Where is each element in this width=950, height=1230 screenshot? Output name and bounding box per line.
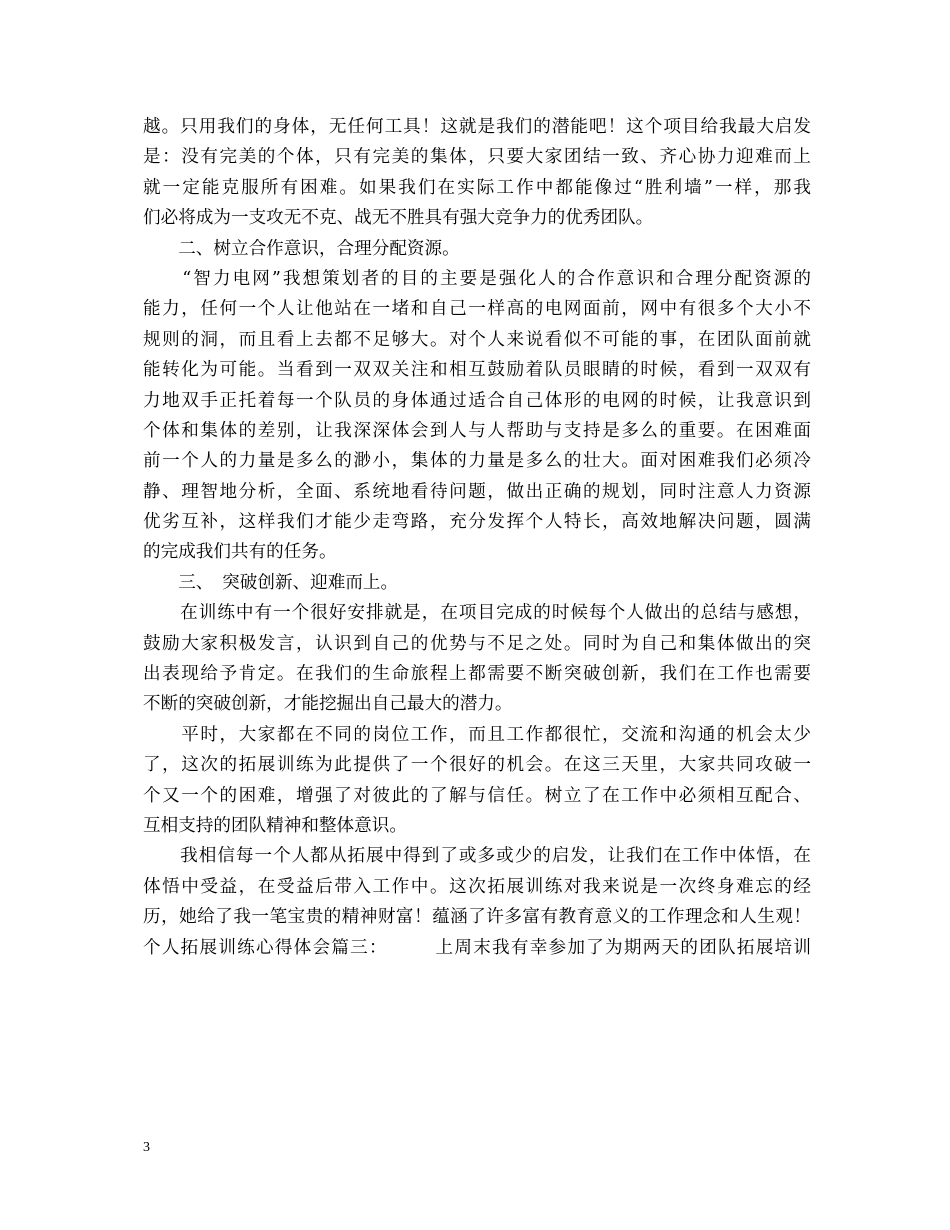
text-line: 我相信每一个人都从拓展中得到了或多或少的启发，让我们在工作中体悟，在 bbox=[143, 846, 811, 867]
text-line: 规则的洞，而且看上去都不足够大。对个人来说看似不可能的事，在团队面前就 bbox=[143, 329, 811, 350]
text-line: 互相支持的团队精神和整体意识。 bbox=[143, 815, 407, 836]
text-line: 越。只用我们的身体，无任何工具！这就是我们的潜能吧！这个项目给我最大启发 bbox=[143, 117, 811, 137]
text-line: 前一个人的力量是多么的渺小，集体的力量是多么的壮大。面对困难我们必须冷 bbox=[143, 451, 811, 472]
text-line: 的完成我们共有的任务。 bbox=[143, 542, 337, 563]
text-line: 是：没有完美的个体，只有完美的集体，只要大家团结一致、齐心协力迎难而上 bbox=[143, 147, 811, 168]
text-line: 出表现给予肯定。在我们的生命旅程上都需要不断突破创新，我们在工作也需要 bbox=[143, 664, 811, 685]
text-line: “智力电网”我想策划者的目的主要是强化人的合作意识和合理分配资源的 bbox=[143, 268, 811, 289]
text-line: 在训练中有一个很好安排就是，在项目完成的时候每个人做出的总结与感想， bbox=[143, 603, 811, 624]
text-line: 优劣互补，这样我们才能少走弯路，充分发挥个人特长，高效地解决问题，圆满 bbox=[143, 512, 811, 533]
text-line: 个人拓展训练心得体会篇三： 上周末我有幸参加了为期两天的团队拓展培训 bbox=[143, 937, 811, 958]
page-number: 3 bbox=[143, 1140, 150, 1155]
text-line: 二、树立合作意识，合理分配资源。 bbox=[143, 238, 460, 259]
text-line: 能转化为可能。当看到一双双关注和相互鼓励着队员眼睛的时候，看到一双双有 bbox=[143, 360, 811, 381]
text-line: 平时，大家都在不同的岗位工作，而且工作都很忙，交流和沟通的机会太少 bbox=[143, 724, 811, 745]
text-line: 们必将成为一支攻无不克、战无不胜具有强大竞争力的优秀团队。 bbox=[143, 208, 654, 229]
text-line: 了，这次的拓展训练为此提供了一个很好的机会。在这三天里，大家共同攻破一 bbox=[143, 755, 811, 776]
text-line: 体悟中受益，在受益后带入工作中。这次拓展训练对我来说是一次终身难忘的经 bbox=[143, 876, 811, 897]
text-line: 不断的突破创新，才能挖掘出自己最大的潜力。 bbox=[143, 694, 513, 715]
text-line: 三、 突破创新、迎难而上。 bbox=[143, 572, 399, 593]
text-line: 个体和集体的差别，让我深深体会到人与人帮助与支持是多么的重要。在困难面 bbox=[143, 420, 811, 441]
text-line: 能力，任何一个人让他站在一堵和自己一样高的电网面前，网中有很多个大小不 bbox=[143, 299, 811, 320]
text-line: 力地双手正托着每一个队员的身体通过适合自己体形的电网的时候，让我意识到 bbox=[143, 390, 811, 411]
text-line: 鼓励大家积极发言，认识到自己的优势与不足之处。同时为自己和集体做出的突 bbox=[143, 633, 811, 654]
body-text bbox=[143, 112, 811, 963]
text-line: 个又一个的困难，增强了对彼此的了解与信任。树立了在工作中必须相互配合、 bbox=[143, 785, 811, 806]
text-line: 就一定能克服所有困难。如果我们在实际工作中都能像过“胜利墙”一样，那我 bbox=[143, 177, 811, 198]
text-line: 静、理智地分析，全面、系统地看待问题，做出正确的规划，同时注意人力资源 bbox=[143, 481, 811, 502]
text-line: 历，她给了我一笔宝贵的精神财富！蕴涵了许多富有教育意义的工作理念和人生观！ bbox=[143, 907, 811, 928]
